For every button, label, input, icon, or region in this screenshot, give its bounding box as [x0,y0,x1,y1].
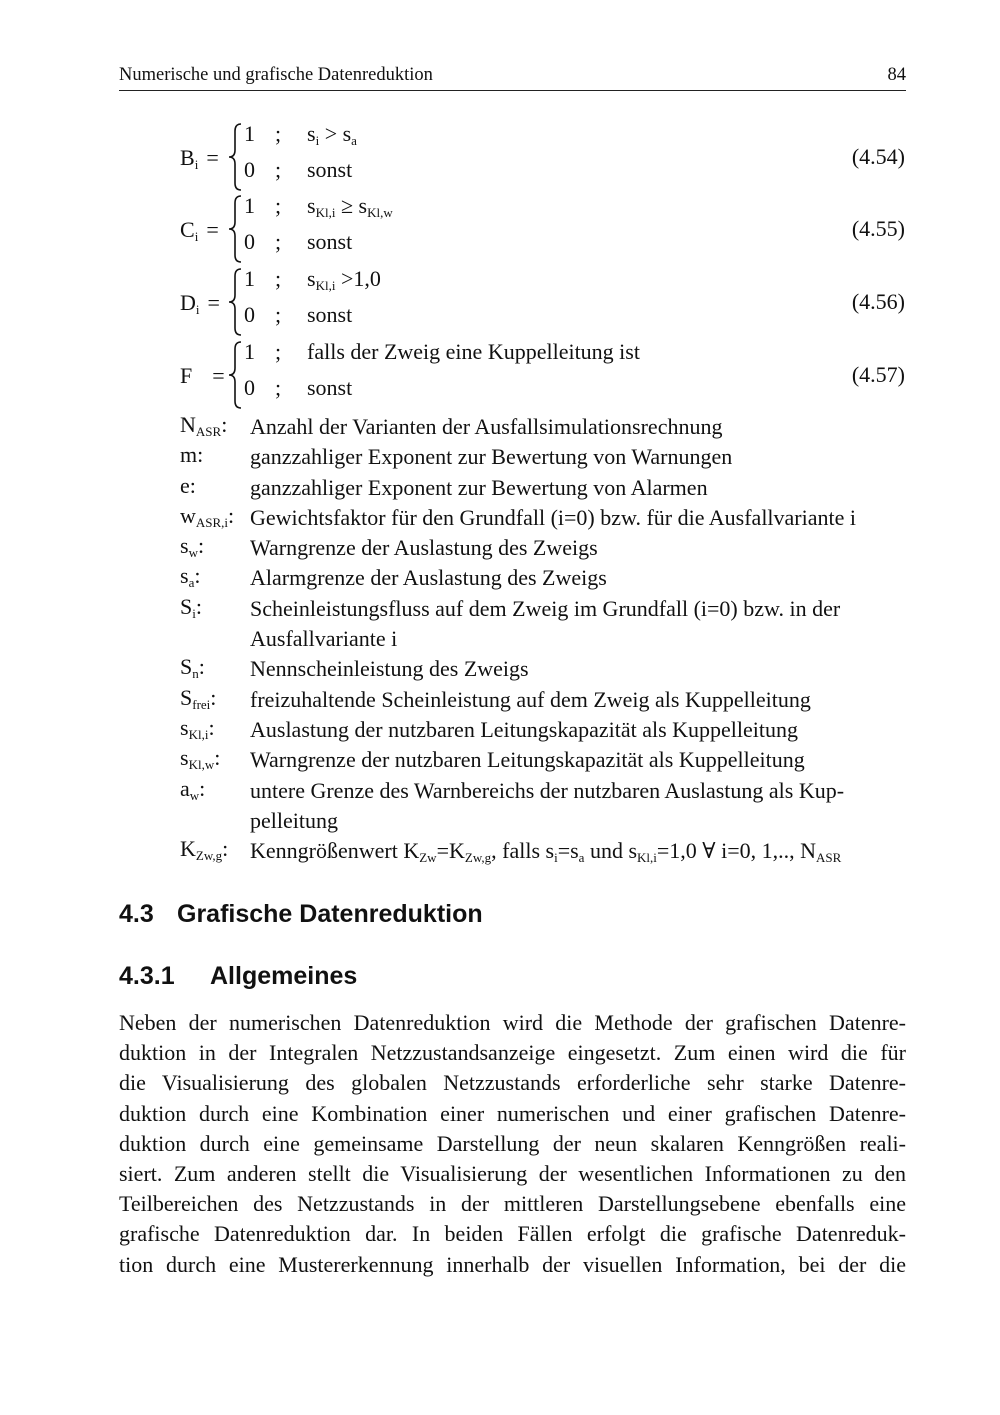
paragraph-line: die Visualisierung des globalen Netzzustands erforderliche sehr starke Datenre- [119,1070,906,1096]
section-number: 4.3 [119,900,154,928]
equation-case-1: 1 ; $s_i > s_a$ [244,121,357,148]
paragraph-line: siert. Zum anderen stellt die Visualisierung der wesentlichen Informationen zu den [119,1161,906,1187]
definition-symbol: $K_{Zw,g}$: [180,836,229,864]
definition-text: untere Grenze des Warnbereichs der nutzbaren Auslastung als Kup- pelleitung [250,777,845,833]
definition-text: Alarmgrenze der Auslastung des Zweigs [250,565,607,591]
equation-4-56 [0,266,1000,338]
definition-symbol: m: [180,442,204,468]
equation-number: (4.56) [851,289,905,314]
section-heading [119,900,483,929]
definition-symbol: $a_w$: [180,775,206,803]
paragraph-line: duktion in der Integralen Netzzustandsanzeige eingesetzt. Zum einen wird die für [119,1040,906,1066]
curly-brace-icon [226,121,244,193]
equation-number: (4.55) [851,216,905,241]
equation-lhs: $B_i$ = [180,145,219,172]
definition-text: ganzzahliger Exponent zur Bewertung von Alarmen [250,474,708,500]
curly-brace-icon [226,193,244,265]
running-title: Numerische und grafische Datenreduktion [119,65,433,85]
equation-case-2: 0 ; sonst [244,302,353,327]
definition-symbol: e: [180,472,196,498]
equation-case-1: 1 ; $s_{Kl,i} \ge s_{Kl,w}$ [244,193,393,220]
definition-symbol: $s_{Kl,w}$: [180,745,221,773]
definition-row [180,412,920,442]
definition-text: Gewichtsfaktor für den Grundfall (i=0) bzw. für die Ausfallvariante i [250,504,856,530]
definition-row [180,533,920,563]
definition-text: Nennscheinleistung des Zweigs [250,656,529,682]
definition-symbol: $s_w$: [180,533,205,561]
definition-row [180,685,920,715]
equation-number: (4.54) [851,144,905,169]
subsection-title: Allgemeines [210,962,358,990]
definition-row-kenngroessenwert [180,836,920,866]
paragraph-line: grafische Datenreduktion dar. In beiden Fällen erfolgt die grafische Datenreduk- [119,1221,906,1247]
definition-text: freizuhaltende Scheinleistung auf dem Zweig als Kuppelleitung [250,686,811,712]
equation-lhs: $D_i$ = [180,290,220,317]
equation-case-2: 0 ; sonst [244,229,353,254]
definition-symbol: $S_i$: [180,593,202,621]
definition-text: Warngrenze der nutzbaren Leitungskapazität als Kuppelleitung [250,747,805,773]
definition-row [180,715,920,745]
page-header [119,64,906,91]
equation-case-1: 1 ; $s_{Kl,i} >1,0$ [244,266,381,293]
definition-row [180,563,920,593]
definition-row [180,745,920,775]
definition-text: Anzahl der Varianten der Ausfallsimulationsrechnung [250,414,723,439]
body-paragraph [119,1008,906,1280]
equation-4-54 [0,121,1000,193]
curly-brace-icon [226,339,244,411]
definition-text: Scheinleistungsfluss auf dem Zweig im Grundfall (i=0) bzw. in der Ausfallvariante i [250,595,841,652]
definition-row [180,776,920,837]
paragraph-line: tion durch eine Mustererkennung innerhalb der visuellen Information, bei der die [119,1251,906,1277]
paragraph-line: Neben der numerischen Datenreduktion wird die Methode der grafischen Datenre- [119,1010,906,1035]
equation-4-57 [0,339,1000,411]
equation-lhs: F = [180,363,225,388]
page-number: 84 [887,65,906,85]
definition-symbol: $S_n$: [180,654,205,682]
paragraph-line: duktion durch eine Kombination einer numerischen und einer grafischen Datenre- [119,1100,906,1126]
section-title: Grafische Datenreduktion [177,900,483,928]
definition-row [180,442,920,472]
definition-symbol: $s_a$: [180,563,201,591]
equation-4-55 [0,193,1000,265]
definition-row [180,503,920,533]
definition-symbol: $N_{ASR}$: [180,412,228,439]
paragraph-line: duktion durch eine gemeinsame Darstellung der neun skalaren Kenngrößen reali- [119,1130,906,1156]
subsection-number: 4.3.1 [119,962,175,990]
curly-brace-icon [226,266,244,338]
equation-lhs: $C_i$ = [180,217,219,244]
definition-symbol: $s_{Kl,i}$: [180,714,215,742]
equation-case-2: 0 ; sonst [244,157,353,182]
definition-row [180,654,920,684]
definition-text: Warngrenze der Auslastung des Zweigs [250,535,598,561]
definition-symbol: $S_{frei}$: [180,684,217,712]
symbol-definitions [180,412,920,866]
definition-text: Auslastung der nutzbaren Leitungskapazität als Kuppelleitung [250,716,799,742]
definition-text: Kenngrößenwert $K_{Zw}=K_{Zw,g}$, falls $s_i=s_a$ und $s_{Kl,i}=1,0$ ∀ i=0, 1,.., $N_{ASR}$ [250,838,842,866]
definition-row [180,594,920,655]
subsection-heading [119,962,357,991]
equation-case-2: 0 ; sonst [244,375,353,400]
equation-number: (4.57) [851,362,905,387]
definition-symbol: $w_{ASR,i}$: [180,502,235,530]
paragraph-line: Teilbereichen des Netzzustands in der mittleren Darstellungsebene ebenfalls eine [119,1191,906,1217]
definition-row [180,473,920,503]
definition-text: ganzzahliger Exponent zur Bewertung von Warnungen [250,444,733,470]
equation-case-1: 1 ; falls der Zweig eine Kuppelleitung ist [244,339,640,364]
